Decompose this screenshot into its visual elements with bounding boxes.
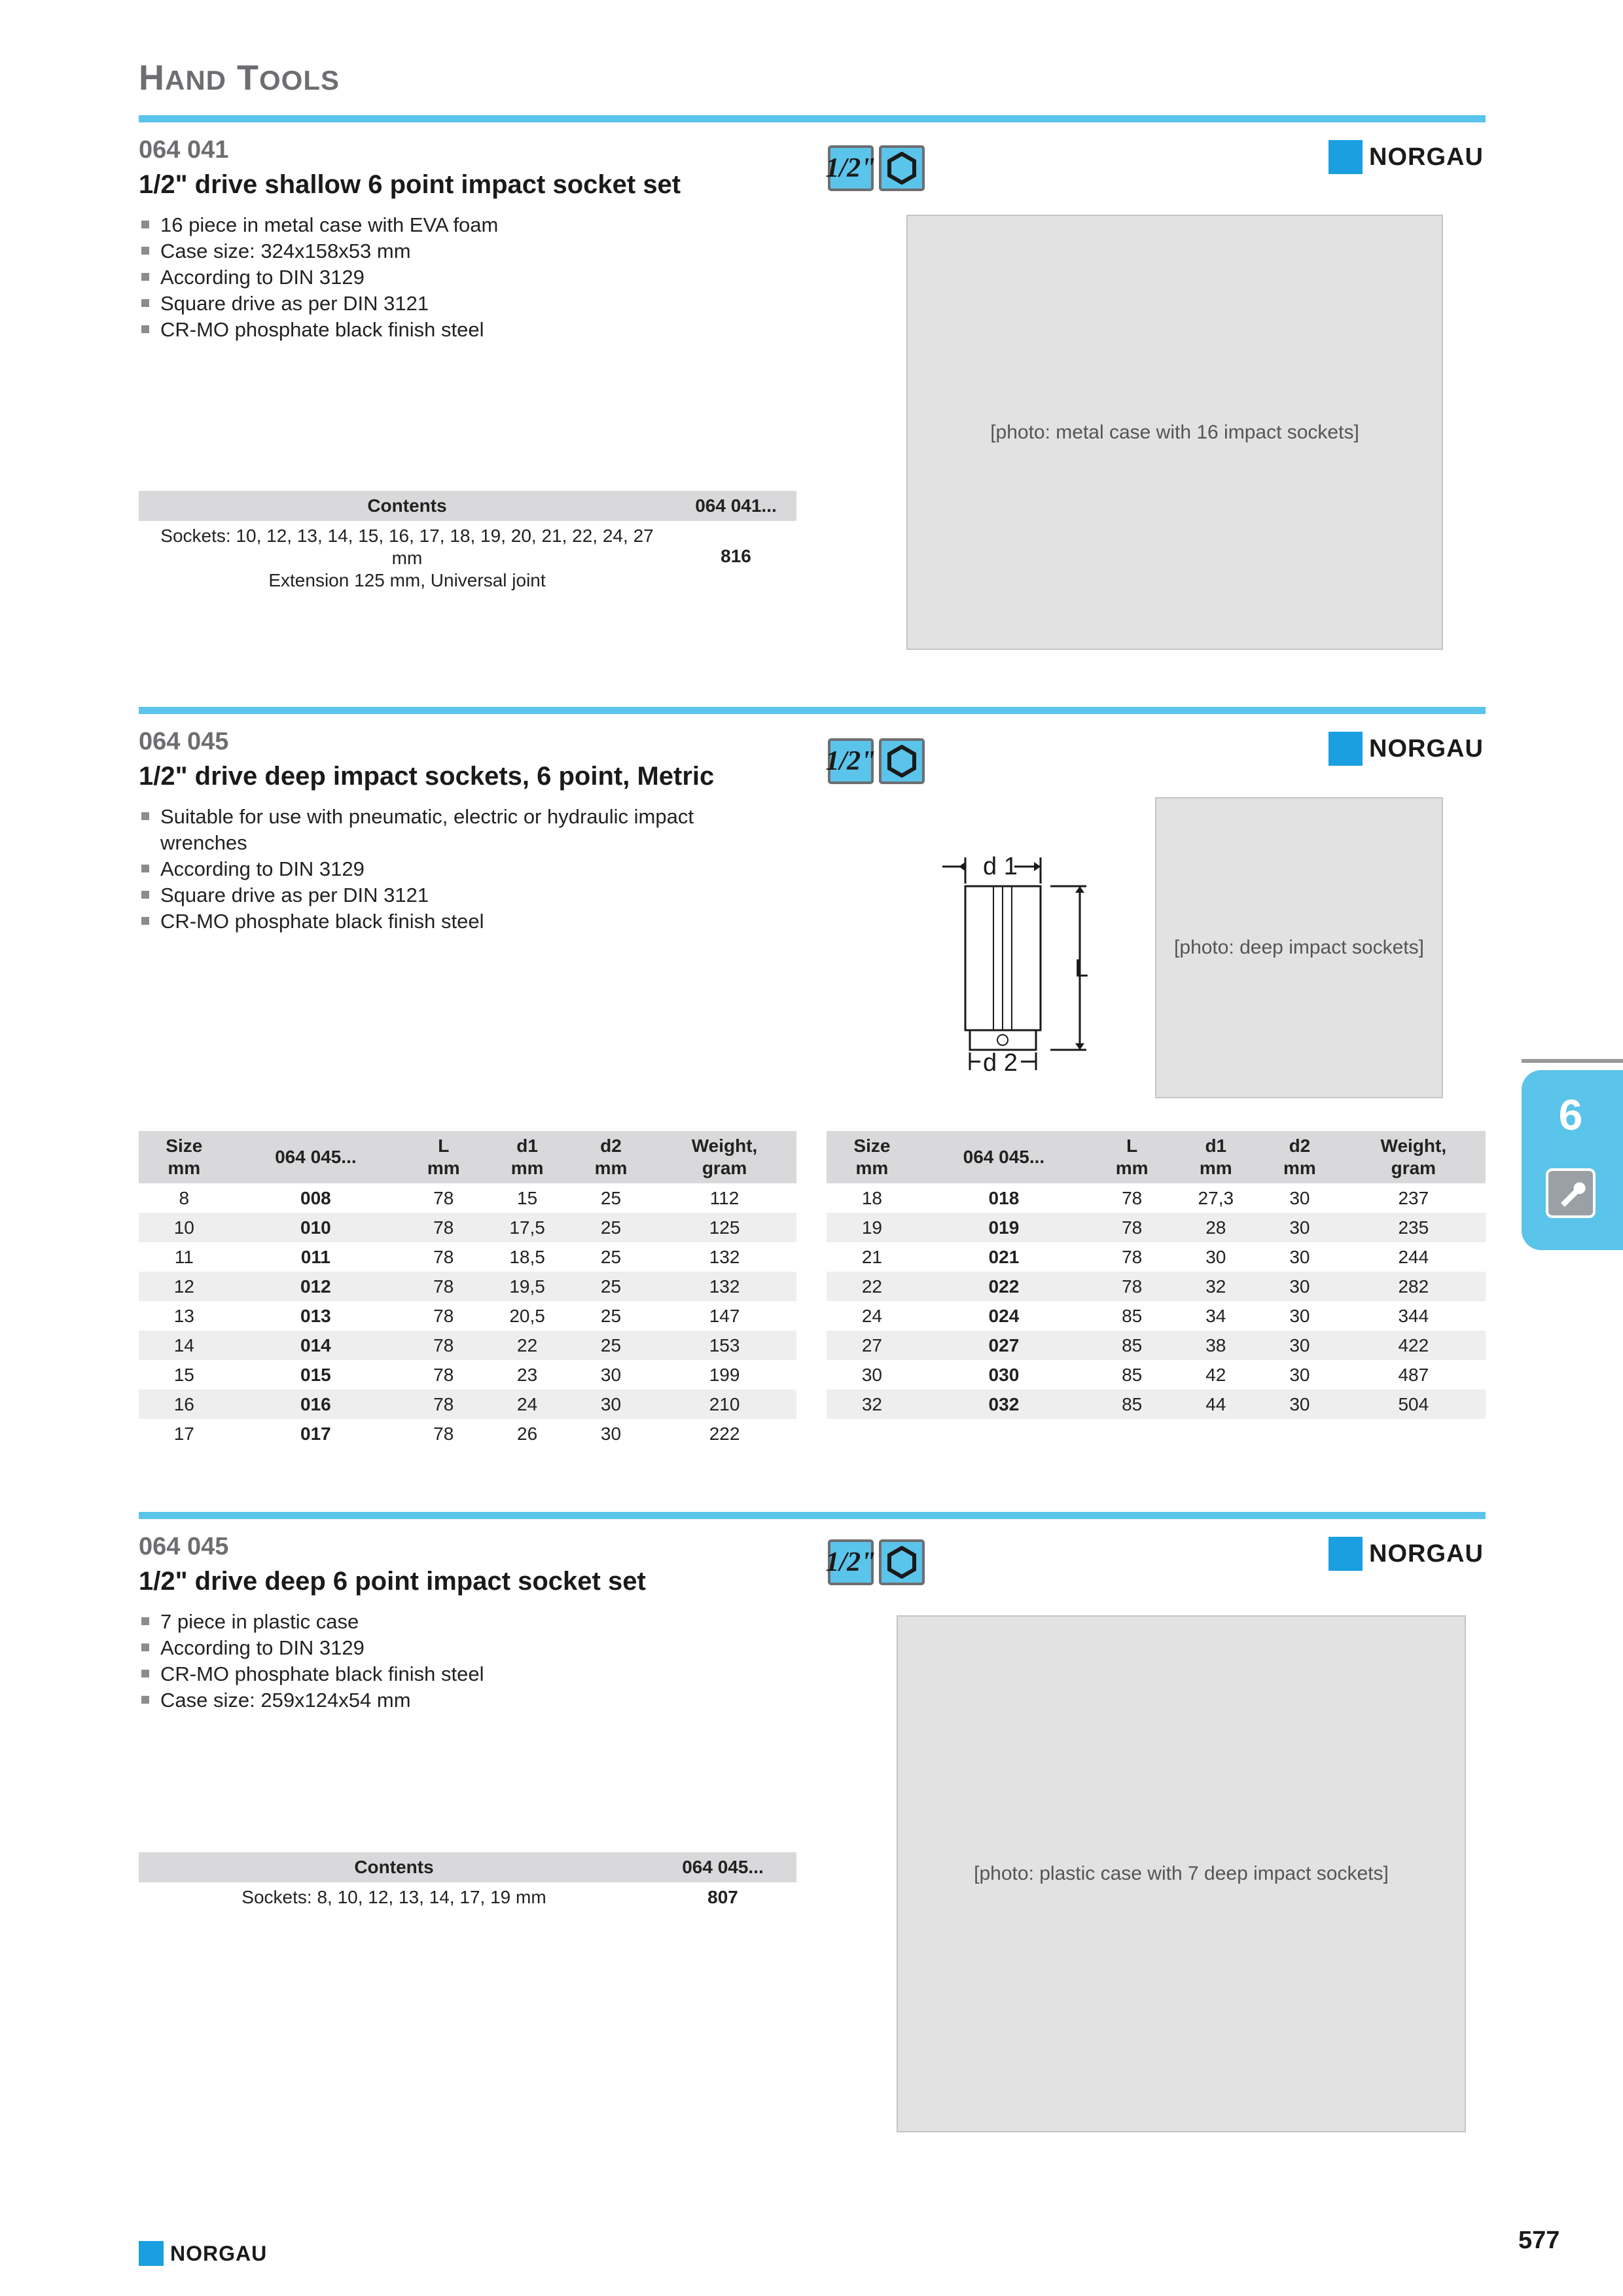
table-cell: 20,5	[509, 1305, 545, 1326]
table-cell: 17,5	[485, 1213, 569, 1242]
brand-square-icon	[1329, 732, 1363, 766]
table-row	[827, 1390, 1486, 1419]
table-row	[139, 1301, 796, 1331]
column-header: d2 mm	[1258, 1131, 1341, 1183]
table-cell: 32	[1173, 1272, 1258, 1301]
table-cell: 23	[517, 1364, 538, 1385]
hex-socket-icon	[879, 145, 925, 191]
table-cell: 13	[173, 1305, 194, 1326]
feature-item: Suitable for use with pneumatic, electric or hydraulic impact	[139, 804, 694, 830]
table-cell: 78	[402, 1331, 485, 1360]
drive-badge	[825, 738, 925, 784]
feature-item: Square drive as per DIN 3121	[139, 882, 694, 908]
table-cell: 807	[707, 1886, 738, 1907]
table-cell: 8	[179, 1187, 190, 1208]
table-cell: 016	[230, 1390, 402, 1419]
table-cell: 21	[861, 1246, 883, 1267]
wrench-icon	[1546, 1168, 1596, 1218]
table-row	[827, 1183, 1486, 1213]
product-code: 064 045	[139, 1533, 229, 1560]
table-cell: 14	[139, 1331, 230, 1360]
hex-socket-icon	[879, 738, 925, 784]
table-cell: 015	[300, 1364, 331, 1385]
table-cell: 153	[652, 1331, 796, 1360]
table-row	[827, 1272, 1486, 1301]
table-cell: 012	[230, 1272, 402, 1301]
table-cell: 422	[1342, 1331, 1486, 1360]
table-cell: 78	[433, 1246, 454, 1267]
column-header: L mm	[1090, 1131, 1173, 1183]
table-cell: 78	[433, 1187, 454, 1208]
table-cell: 282	[1342, 1272, 1486, 1301]
feature-item-continued: wrenches	[160, 831, 247, 854]
table-cell: Sockets: 10, 12, 13, 14, 15, 16, 17, 18, 19, 20, 21, 22, 24, 27 mm Extension 125 mm, Universal joint	[160, 526, 654, 590]
table-cell: 210	[652, 1390, 796, 1419]
table-cell: 38	[1173, 1331, 1258, 1360]
hex-socket-icon	[879, 1539, 925, 1585]
feature-item: According to DIN 3129	[139, 1635, 484, 1661]
table-cell: 16	[139, 1390, 230, 1419]
table-cell: 78	[402, 1390, 485, 1419]
table-cell: 25	[569, 1213, 652, 1242]
table-cell: 30	[1258, 1213, 1341, 1242]
table-cell: 024	[988, 1305, 1020, 1326]
length-label: L	[1075, 955, 1089, 982]
table-cell: 30	[1205, 1246, 1226, 1267]
column-header: 064 045...	[649, 1852, 796, 1882]
table-cell: 30	[1258, 1331, 1341, 1360]
table-cell: 011	[300, 1246, 330, 1267]
table-row	[139, 1213, 796, 1242]
table-row	[139, 1360, 796, 1390]
column-header: L mm	[402, 1131, 485, 1183]
table-cell: 19,5	[485, 1272, 569, 1301]
column-header: 064 045...	[230, 1131, 402, 1183]
product-image: [photo: metal case with 16 impact sockets]	[906, 215, 1443, 650]
table-cell: 15	[517, 1187, 538, 1208]
product-image: [photo: plastic case with 7 deep impact sockets]	[897, 1615, 1466, 2132]
table-cell: 030	[988, 1364, 1020, 1385]
table-cell: 132	[652, 1272, 796, 1301]
d1-label: d 1	[983, 853, 1018, 880]
table-cell: 25	[600, 1187, 622, 1208]
table-cell: 018	[988, 1187, 1020, 1208]
table-cell: 013	[300, 1305, 331, 1326]
table-cell: 235	[1342, 1213, 1486, 1242]
product-code: 064 045	[139, 728, 229, 755]
feature-item: Case size: 259x124x54 mm	[139, 1687, 484, 1713]
contents-table	[139, 1852, 796, 1912]
page-number: 577	[1518, 2227, 1560, 2254]
table-row	[139, 1331, 796, 1360]
table-cell: 78	[402, 1272, 485, 1301]
table-cell: 25	[569, 1272, 652, 1301]
product-title: 1/2" drive deep impact sockets, 6 point, Metric	[139, 762, 715, 791]
side-tab-rule	[1522, 1059, 1623, 1063]
table-row	[827, 1301, 1486, 1331]
size-table-right	[827, 1131, 1486, 1419]
table-cell: 027	[918, 1331, 1090, 1360]
table-cell: 816	[721, 546, 751, 566]
feature-item: Case size: 324x158x53 mm	[139, 238, 498, 264]
table-cell: 24	[861, 1305, 883, 1326]
table-cell: 34	[1205, 1305, 1226, 1326]
table-cell: 42	[1205, 1364, 1226, 1385]
socket-dimension-drawing	[929, 844, 1119, 1100]
table-cell: 26	[517, 1423, 538, 1444]
table-cell: 85	[1122, 1364, 1143, 1385]
table-cell: 78	[1090, 1213, 1173, 1242]
feature-item: According to DIN 3129	[139, 264, 498, 291]
table-cell: 25	[600, 1305, 622, 1326]
table-cell: 85	[1090, 1331, 1173, 1360]
size-table-left	[139, 1131, 796, 1448]
table-cell: 85	[1122, 1305, 1143, 1326]
table-cell: 44	[1173, 1390, 1258, 1419]
table-cell: 24	[485, 1390, 569, 1419]
table-cell: 30	[1258, 1272, 1341, 1301]
table-cell: 010	[230, 1213, 402, 1242]
table-cell: 27	[827, 1331, 918, 1360]
table-cell: 30	[600, 1423, 622, 1444]
table-cell: 32	[827, 1390, 918, 1419]
fraction-icon: 1/2"	[828, 1539, 874, 1585]
table-cell: 30	[569, 1390, 652, 1419]
brand-square-icon	[139, 2241, 164, 2266]
feature-list	[139, 804, 694, 935]
table-cell: 10	[139, 1213, 230, 1242]
column-header: 064 045...	[918, 1131, 1090, 1183]
table-cell: 17	[173, 1423, 194, 1444]
section-divider	[139, 707, 1486, 714]
table-cell: 78	[1122, 1246, 1143, 1267]
brand-square-icon	[1329, 1537, 1363, 1571]
table-cell: 27,3	[1198, 1187, 1234, 1208]
table-cell: 504	[1342, 1390, 1486, 1419]
table-cell: 28	[1173, 1213, 1258, 1242]
table-row	[139, 1242, 796, 1272]
table-cell: 125	[652, 1213, 796, 1242]
table-cell: 032	[918, 1390, 1090, 1419]
column-header: d1 mm	[1173, 1131, 1258, 1183]
table-row	[827, 1360, 1486, 1390]
feature-item: Square drive as per DIN 3121	[139, 291, 498, 317]
table-cell: 30	[1289, 1305, 1310, 1326]
table-cell: 11	[174, 1246, 194, 1267]
table-cell: 78	[402, 1213, 485, 1242]
table-cell: 30	[861, 1364, 883, 1385]
feature-item: 7 piece in plastic case	[139, 1609, 484, 1635]
column-header: d1 mm	[485, 1131, 569, 1183]
table-cell: 30	[1289, 1187, 1310, 1208]
feature-item: CR-MO phosphate black finish steel	[139, 1661, 484, 1687]
table-cell: Sockets: 8, 10, 12, 13, 14, 17, 19 mm	[241, 1886, 546, 1907]
column-header: Size mm	[827, 1131, 918, 1183]
table-cell: 021	[988, 1246, 1020, 1267]
table-row	[827, 1331, 1486, 1360]
table-cell: 019	[918, 1213, 1090, 1242]
table-cell: 78	[433, 1423, 454, 1444]
table-row	[139, 1272, 796, 1301]
drive-badge	[825, 1539, 925, 1585]
table-cell: 008	[300, 1187, 331, 1208]
table-cell: 237	[1398, 1187, 1429, 1208]
table-cell: 022	[918, 1272, 1090, 1301]
feature-item: According to DIN 3129	[139, 856, 694, 882]
product-code: 064 041	[139, 136, 229, 164]
table-cell: 222	[709, 1423, 740, 1444]
table-row	[827, 1242, 1486, 1272]
chapter-number: 6	[1558, 1090, 1583, 1139]
table-cell: 487	[1398, 1364, 1429, 1385]
table-row	[139, 1419, 796, 1448]
table-cell: 344	[1398, 1305, 1429, 1326]
table-cell: 017	[300, 1423, 331, 1444]
table-cell: 112	[709, 1187, 740, 1208]
column-header: Weight, gram	[1342, 1131, 1486, 1183]
drive-badge	[825, 145, 925, 191]
table-row	[827, 1213, 1486, 1242]
column-header: Contents	[139, 1852, 649, 1882]
table-cell: 30	[600, 1364, 622, 1385]
brand-logo: NORGAU	[1329, 140, 1484, 174]
table-cell: 78	[1090, 1272, 1173, 1301]
feature-item: CR-MO phosphate black finish steel	[139, 908, 694, 935]
d2-label: d 2	[983, 1049, 1018, 1077]
table-cell: 30	[1258, 1390, 1341, 1419]
table-cell: 22	[827, 1272, 918, 1301]
fraction-icon: 1/2"	[828, 738, 874, 784]
table-cell: 199	[709, 1364, 740, 1385]
page-title: HAND TOOLS	[139, 58, 340, 98]
table-cell: 25	[569, 1331, 652, 1360]
brand-logo: NORGAU	[1329, 732, 1484, 766]
table-row	[139, 1183, 796, 1213]
column-header: Contents	[139, 491, 675, 521]
brand-logo: NORGAU	[1329, 1537, 1484, 1571]
footer-brand-logo: NORGAU	[139, 2241, 267, 2266]
table-row	[139, 1390, 796, 1419]
table-cell: 78	[1122, 1187, 1143, 1208]
feature-item: CR-MO phosphate black finish steel	[139, 317, 498, 343]
table-cell: 22	[485, 1331, 569, 1360]
table-cell: 132	[709, 1246, 740, 1267]
table-cell: 18,5	[509, 1246, 545, 1267]
column-header: Size mm	[139, 1131, 230, 1183]
column-header: d2 mm	[569, 1131, 652, 1183]
table-cell: 85	[1090, 1390, 1173, 1419]
table-cell: 15	[173, 1364, 194, 1385]
column-header: Weight, gram	[652, 1131, 796, 1183]
table-cell: 30	[1289, 1364, 1310, 1385]
section-divider	[139, 115, 1486, 122]
contents-table	[139, 491, 796, 592]
feature-list	[139, 212, 498, 343]
feature-list	[139, 1609, 484, 1713]
feature-item: 16 piece in metal case with EVA foam	[139, 212, 498, 238]
table-cell: 12	[139, 1272, 230, 1301]
table-cell: 30	[1289, 1246, 1310, 1267]
brand-square-icon	[1329, 140, 1363, 174]
section-divider	[139, 1512, 1486, 1519]
table-cell: 244	[1398, 1246, 1429, 1267]
table-cell: 25	[600, 1246, 622, 1267]
table-cell: 78	[433, 1305, 454, 1326]
table-cell: 014	[230, 1331, 402, 1360]
column-header: 064 041...	[675, 491, 796, 521]
table-cell: 147	[709, 1305, 740, 1326]
product-image: [photo: deep impact sockets]	[1155, 797, 1443, 1098]
table-cell: 19	[827, 1213, 918, 1242]
fraction-icon: 1/2"	[828, 145, 874, 191]
table-cell: 18	[861, 1187, 883, 1208]
product-title: 1/2" drive deep 6 point impact socket set	[139, 1567, 646, 1596]
product-title: 1/2" drive shallow 6 point impact socket set	[139, 170, 681, 199]
table-cell: 78	[433, 1364, 454, 1385]
